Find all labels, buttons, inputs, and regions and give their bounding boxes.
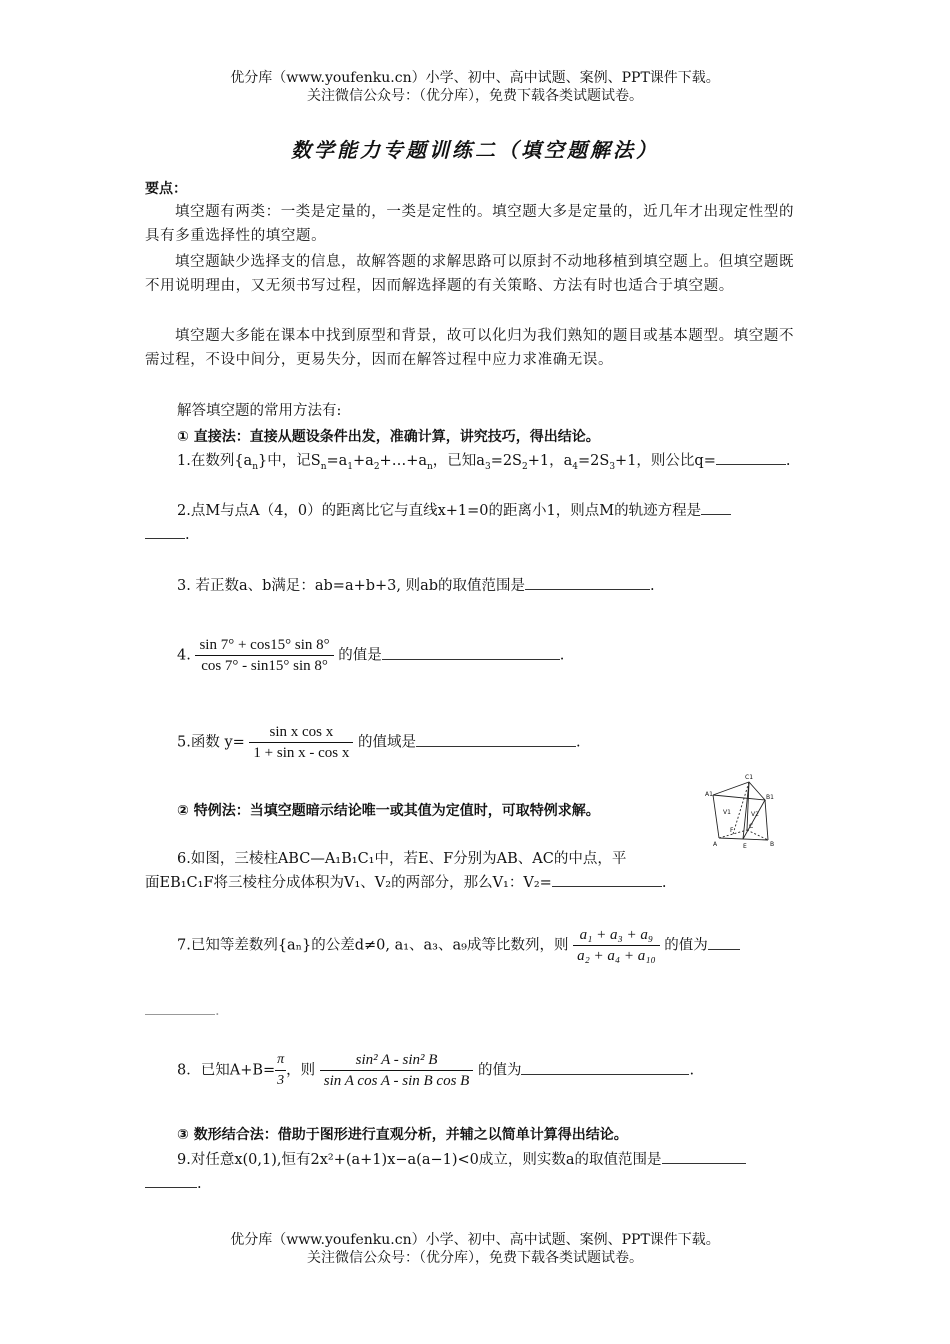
answer-blank-7a[interactable] bbox=[708, 935, 740, 950]
label-c: C bbox=[749, 823, 754, 830]
question-9: 9.对任意x(0,1),恒有2x²+(a+1)x−a(a−1)<0成立，则实数a的取值范围是 bbox=[177, 1149, 807, 1171]
fraction-q4: $\frac{\sin 7^\circ + \cos 15^\circ \sin 8^\circ}{\cos 7^\circ - \sin 15^\circ \sin 8^\circ}$ bbox=[195, 635, 333, 676]
key-points-label: 要点： bbox=[145, 181, 187, 197]
answer-blank-9a[interactable] bbox=[662, 1149, 746, 1164]
page-title: 数学能力专题训练二（填空题解法） bbox=[291, 138, 659, 162]
answer-blank-3[interactable] bbox=[525, 575, 650, 590]
label-a1: A1 bbox=[705, 791, 713, 798]
question-1: 1.在数列$\{a_n\}$中，记$S_n=a_1+a_2+\dots+a_n$，已知$a_3=2S_2+1$，$a_4=2S_3+1$，则公比q= . bbox=[177, 450, 839, 478]
method-2-text: ② 特例法：当填空题暗示结论唯一或其值为定值时，可取特例求解。 bbox=[177, 803, 600, 819]
footer-line-2: 关注微信公众号：（优分库），免费下载各类试题试卷。 bbox=[307, 1250, 643, 1266]
header-line-1: 优分库（www.youfenku.cn）小学、初中、高中试题、案例、PPT课件下载。 bbox=[230, 70, 720, 86]
label-b1: B1 bbox=[766, 794, 774, 801]
method-3-heading: ③ 数形结合法：借助于图形进行直观分析，并辅之以简单计算得出结论。 bbox=[177, 1127, 628, 1143]
question-9-cont: . bbox=[145, 1173, 807, 1195]
intro-paragraph-1: 填空题有两类：一类是定量的，一类是定性的。填空题大多是定量的，近几年才出现定性型的具有多重选择性的填空题。 bbox=[145, 204, 795, 244]
fraction-q7: $\frac{\text{a₁ + a₃ + a₉}}{\text{a₂ + a₄ + a₁₀}}$ bbox=[573, 925, 660, 966]
answer-blank-9b[interactable] bbox=[145, 1173, 197, 1188]
intro-paragraph-2: 填空题缺少选择支的信息，故解答题的求解思路可以原封不动地移植到填空题上。但填空题既不用说明理由，又无须书写过程，因而解选择题的有关策略、方法有时也适合于填空题。 bbox=[145, 254, 795, 294]
answer-blank-2a[interactable] bbox=[701, 500, 731, 515]
fraction-pi: $\frac{\pi}{3}$ bbox=[277, 1052, 285, 1088]
label-b: B bbox=[770, 841, 775, 848]
question-2-cont: . bbox=[145, 524, 807, 546]
header-line-2: 关注微信公众号：（优分库），免费下载各类试题试卷。 bbox=[307, 88, 643, 104]
footer-line-1: 优分库（www.youfenku.cn）小学、初中、高中试题、案例、PPT课件下载。 bbox=[230, 1232, 720, 1248]
answer-blank-6[interactable] bbox=[552, 872, 662, 887]
prism-figure bbox=[703, 770, 785, 850]
method-1-heading: ① 直接法：直接从题设条件出发，准确计算，讲究技巧，得出结论。 bbox=[177, 429, 600, 445]
question-4: 4. $\frac{\sin 7^\circ + \cos 15^\circ \sin 8^\circ}{\cos 7^\circ - \sin 15^\circ \sin 8^\circ}$ 的值是 . bbox=[177, 637, 565, 674]
question-7-cont: . bbox=[145, 1000, 807, 1022]
intro-paragraph-3: 填空题大多能在课本中找到原型和背景，故可以化归为我们熟知的题目或基本题型。填空题不需过程，不设中间分，更易失分，因而在解答过程中应力求准确无误。 bbox=[145, 328, 795, 368]
answer-blank-7b[interactable] bbox=[145, 1000, 215, 1015]
question-6-line-1: 6.如图，三棱柱ABC—A₁B₁C₁中，若E、F分别为AB、AC的中点，平 bbox=[177, 851, 627, 867]
fraction-q5: $\frac{\text{sin x cos x}}{\text{1 + sin x - cos x}}$ bbox=[249, 722, 353, 763]
answer-blank-1[interactable] bbox=[716, 450, 786, 465]
methods-intro: 解答填空题的常用方法有: bbox=[177, 403, 342, 419]
answer-blank-2b[interactable] bbox=[145, 524, 185, 539]
question-6-line-2: 面EB₁C₁F将三棱柱分成体积为V₁、V₂的两部分，那么V₁：V₂= . bbox=[145, 872, 807, 894]
answer-blank-5[interactable] bbox=[416, 732, 576, 747]
question-3: 3. 若正数a、b满足：ab=a+b+3, 则ab的取值范围是 . bbox=[177, 575, 839, 597]
label-f: F bbox=[730, 827, 734, 834]
label-a: A bbox=[713, 841, 718, 848]
label-e: E bbox=[743, 843, 747, 850]
fraction-q8: $\frac{\text{sin² A - sin² B}}{\text{sin A cos A - sin B cos B}}$ bbox=[320, 1050, 474, 1091]
question-5: 5.函数 y= $\frac{\text{sin x cos x}}{\text{1 + sin x - cos x}}$ 的值域是 . bbox=[177, 724, 581, 761]
label-c1: C1 bbox=[745, 774, 754, 781]
question-7: 7.已知等差数列{aₙ}的公差d≠0, a₁、a₃、a₉成等比数列，则 $\frac{\text{a₁ + a₃ + a₉}}{\text{a₂ + a₄ + a₁₀}}$ 的值为 bbox=[177, 925, 839, 966]
answer-blank-4[interactable] bbox=[382, 645, 560, 660]
label-v1: V1 bbox=[723, 809, 731, 816]
question-8: 8．已知A+B= $\frac{\pi}{3}$ ，则 $\frac{\text{sin² A - sin² B}}{\text{sin A cos A - sin B cos B}}$ 的值为 . bbox=[177, 1052, 695, 1089]
answer-blank-8[interactable] bbox=[521, 1060, 689, 1075]
question-2: 2.点M与点A（4，0）的距离比它与直线x+1=0的距离小1，则点M的轨迹方程是 bbox=[177, 500, 807, 522]
label-v2: V2 bbox=[751, 811, 759, 818]
